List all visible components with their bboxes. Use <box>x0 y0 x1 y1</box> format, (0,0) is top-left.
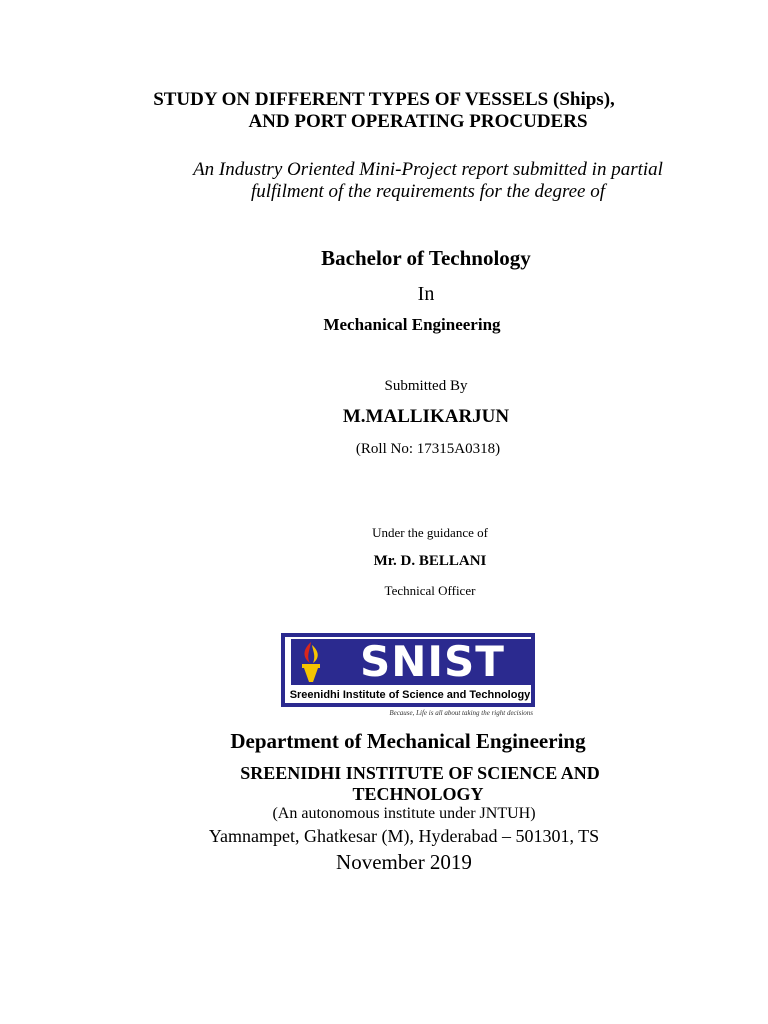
student-name: M.MALLIKARJUN <box>342 406 510 427</box>
logo-frame <box>281 633 535 707</box>
degree-branch: Mechanical Engineering <box>323 315 501 334</box>
degree-connector: In <box>417 283 435 305</box>
guide-name: Mr. D. BELLANI <box>373 553 487 569</box>
institution-address: Yamnampet, Ghatkesar (M), Hyderabad – 501301, TS <box>208 826 600 846</box>
institution-name-line-1: SREENIDHI INSTITUTE OF SCIENCE AND <box>240 763 600 783</box>
logo-tagline: Because, Life is all about taking the right decisions <box>389 709 533 717</box>
report-date: November 2019 <box>336 850 472 874</box>
guidance-label: Under the guidance of <box>372 525 488 540</box>
department-name: Department of Mechanical Engineering <box>230 729 586 753</box>
logo-inner-panel <box>285 637 531 703</box>
submitted-by-label: Submitted By <box>384 378 468 394</box>
report-title-line-2: AND PORT OPERATING PROCUDERS <box>248 111 588 132</box>
report-title-line-1: STUDY ON DIFFERENT TYPES OF VESSELS (Ships), <box>153 89 615 110</box>
torch-icon <box>291 639 331 685</box>
intro-line-1: An Industry Oriented Mini-Project report submitted in partial <box>193 159 663 180</box>
intro-line-2: fulfilment of the requirements for the degree of <box>250 181 606 202</box>
logo-wordmark: SNIST <box>360 637 505 686</box>
institution-name-line-2: TECHNOLOGY <box>352 784 484 804</box>
institution-status: (An autonomous institute under JNTUH) <box>272 805 536 822</box>
logo-subtitle: Sreenidhi Institute of Science and Technology <box>289 689 531 701</box>
guide-designation: Technical Officer <box>384 583 476 598</box>
degree-name: Bachelor of Technology <box>321 246 531 270</box>
institute-logo <box>281 633 535 719</box>
student-roll-number: (Roll No: 17315A0318) <box>355 441 501 457</box>
